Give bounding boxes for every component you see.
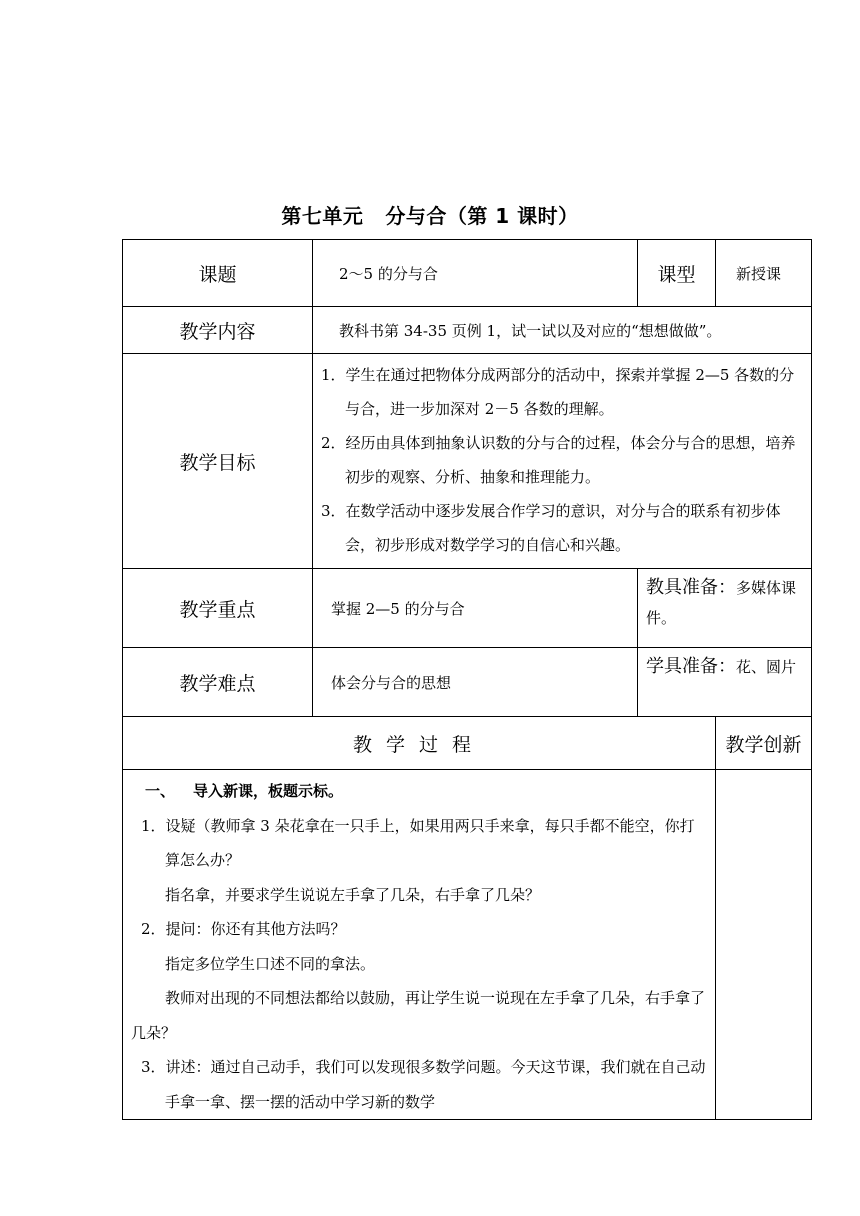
goals-cell [313,354,812,569]
content-value: 教科书第 34-35 页例 1，试一试以及对应的“想想做做”。 [313,307,812,354]
lesson-plan-table [122,239,812,1120]
type-label: 课型 [638,240,716,307]
step-2-paragraph: 教师对出现的不同想法都给以鼓励，再让学生说一说现在左手拿了几朵，右手拿了几朵？ [131,989,706,1042]
step-3: 3．讲述：通过自己动手，我们可以发现很多数学问题。今天这节课，我们就在自己动手拿一拿、摆一摆的活动中学习新的数学 [141,1058,706,1111]
section-number: 一、 [145,782,176,800]
topic-row [123,240,812,307]
difficulty-label: 教学难点 [123,648,313,717]
student-prep-label: 学具准备： [646,656,736,677]
topic-value: 2～5 的分与合 [313,240,638,307]
content-row [123,307,812,354]
goals-row [123,354,812,569]
section-title: 导入新课，板题示标。 [193,782,344,800]
teacher-prep [638,569,812,648]
student-prep-value: 花、圆片 [736,658,797,676]
page-title [0,200,860,229]
type-value: 新授课 [716,240,812,307]
content-label: 教学内容 [123,307,313,354]
key-row [123,569,812,648]
process-header: 教学过程 [123,717,716,770]
goal-item-1: 1．学生在通过把物体分成两部分的活动中，探索并掌握 2—5 各数的分与合，进一步加深对 2－5 各数的理解。 [321,366,795,418]
step-2-detail: 指定多位学生口述不同的拿法。 [165,954,376,973]
unit-title: 第七单元 [281,204,364,228]
goal-item-3: 3．在数学活动中逐步发展合作学习的意识，对分与合的联系有初步体会，初步形成对数学学习的自信心和兴趣。 [321,502,781,554]
step-2: 2．提问：你还有其他方法吗？ [141,920,346,938]
lesson-title: 分与合（第 1 课时） [385,204,579,228]
teacher-prep-label: 教具准备： [646,577,736,598]
goal-item-2: 2．经历由具体到抽象认识数的分与合的过程，体会分与合的思想，培养初步的观察、分析、抽象和推理能力。 [321,434,796,486]
process-cell [123,770,716,1120]
difficulty-value: 体会分与合的思想 [313,648,638,717]
goals-list [313,354,811,568]
student-prep [638,648,812,717]
section-heading [131,774,707,809]
process-row [123,770,812,1120]
teacher-prep-value: 多媒体课件。 [646,579,797,627]
step-1-detail: 指名拿，并要求学生说说左手拿了几朵，右手拿了几朵？ [165,885,541,904]
step-1: 1．设疑（教师拿 3 朵花拿在一只手上，如果用两只手来拿，每只手都不能空，你打算怎么办？ [141,816,695,869]
key-label: 教学重点 [123,569,313,648]
process-header-row [123,717,812,770]
topic-label: 课题 [123,240,313,307]
goals-label: 教学目标 [123,354,313,569]
innovation-header: 教学创新 [716,717,812,770]
key-value: 掌握 2—5 的分与合 [313,569,638,648]
difficulty-row [123,648,812,717]
innovation-cell [716,770,812,1120]
